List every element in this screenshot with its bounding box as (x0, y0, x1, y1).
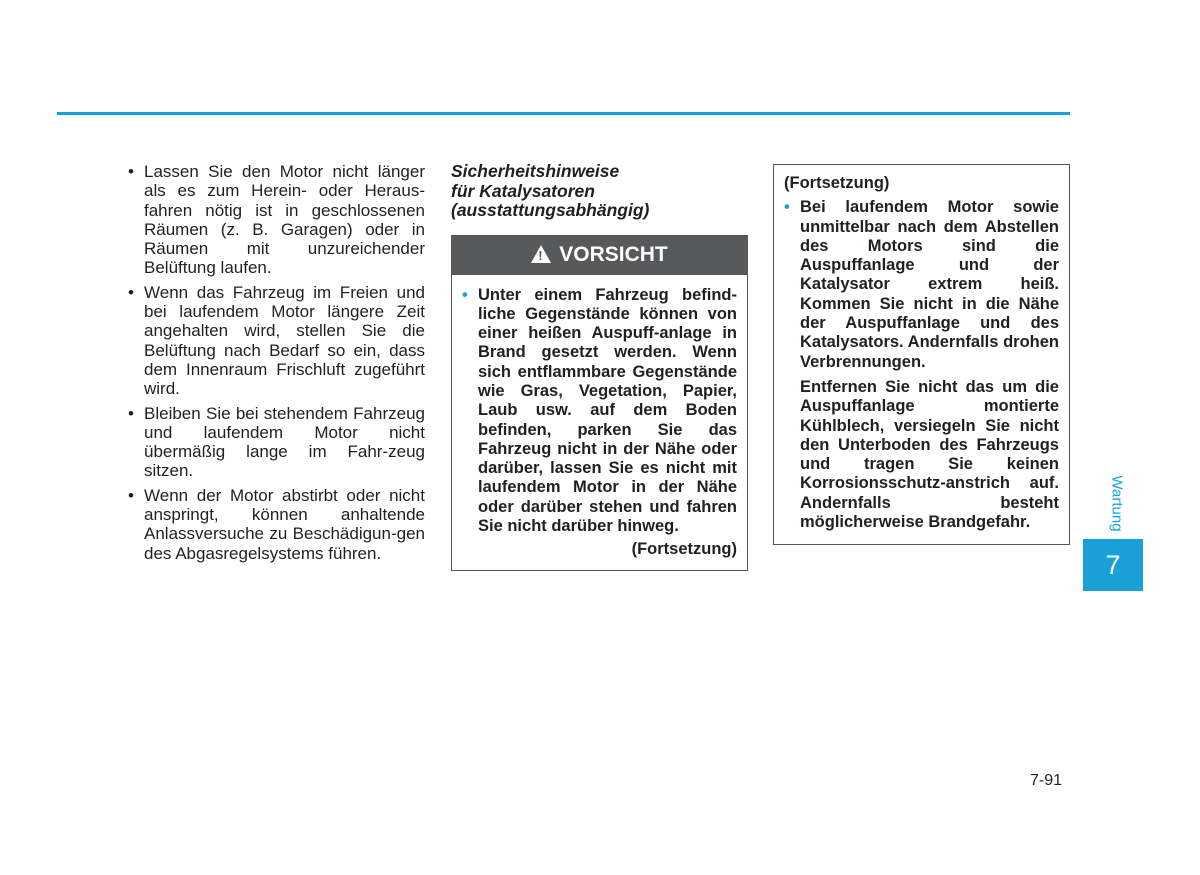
section-heading-line: Sicherheitshinweise (451, 161, 620, 181)
middle-column (451, 162, 748, 571)
page-number: 7-91 (1030, 772, 1063, 789)
section-heading-line: (ausstattungsabhängig) (451, 200, 650, 220)
chapter-label-text: Wartung (1108, 474, 1126, 532)
caution-box (451, 235, 748, 571)
list-item: • Wenn das Fahrzeug im Freien und bei laufendem Motor längere Zeit angehalten wird, stellen Sie die Belüftung nach Bedarf so ein, dass dem Innenraum Frischluft zugeführt wird. (128, 283, 425, 399)
caution-body (452, 275, 747, 570)
caution-bullet: • Bei laufendem Motor sowie unmittelbar nach dem Abstellen des Motors sind die Auspuffanlage und der Katalysator extrem heiß. Kommen Sie nicht in die Nähe der Auspuffanlage und des Katalysators. Andernfalls drohen Verbrennungen. (784, 198, 1059, 372)
header-rule (57, 112, 1070, 115)
caution-header (452, 236, 747, 275)
continued-label: (Fortsetzung) (631, 540, 737, 559)
chapter-label (1094, 470, 1140, 536)
caution-bullet: • Unter einem Fahrzeug befind-liche Gegenstände können von einer heißen Auspuff-anlage in Brand gesetzt werden. Wenn sich entflammbare Gegenstände wie Gras, Vegetation, Papier, Laub usw. auf dem Boden befinden, parken Sie das Fahrzeug nicht in der Nähe oder darüber, lassen Sie es nicht mit laufendem Motor in der Nähe oder darüber stehen und fahren Sie nicht darüber hinweg. (462, 286, 737, 537)
list-item: • Bleiben Sie bei stehendem Fahrzeug und laufendem Motor nicht übermäßig lange im Fahr-zeug sitzen. (128, 404, 425, 481)
left-column (128, 162, 425, 568)
chapter-number: 7 (1105, 549, 1121, 580)
chapter-tab[interactable] (1083, 539, 1143, 591)
section-heading (451, 162, 748, 221)
list-item: • Wenn der Motor abstirbt oder nicht anspringt, können anhaltende Anlassversuche zu Beschädigun-gen des Abgasregelsystems führen. (128, 486, 425, 563)
caution-body (774, 165, 1069, 544)
caution-paragraph: Entfernen Sie nicht das um die Auspuffanlage montierte Kühlblech, versiegeln Sie nicht den Unterboden des Fahrzeugs und tragen Sie keinen Korrosionsschutz-anstrich auf. Andernfalls besteht möglicherweise Brandgefahr. (800, 377, 1059, 532)
list-item: • Lassen Sie den Motor nicht länger als es zum Herein- oder Heraus-fahren nötig ist in geschlossenen Räumen (z. B. Garagen) oder in Räumen mit unzureichender Belüftung laufen. (128, 162, 425, 278)
continued-label: (Fortsetzung) (784, 174, 890, 192)
bullet-list (128, 162, 425, 563)
caution-box-continued (773, 164, 1070, 545)
warning-triangle-icon (531, 245, 551, 263)
right-column (773, 164, 1070, 545)
caution-title: VORSICHT (559, 242, 668, 266)
section-heading-line: für Katalysatoren (451, 180, 595, 201)
